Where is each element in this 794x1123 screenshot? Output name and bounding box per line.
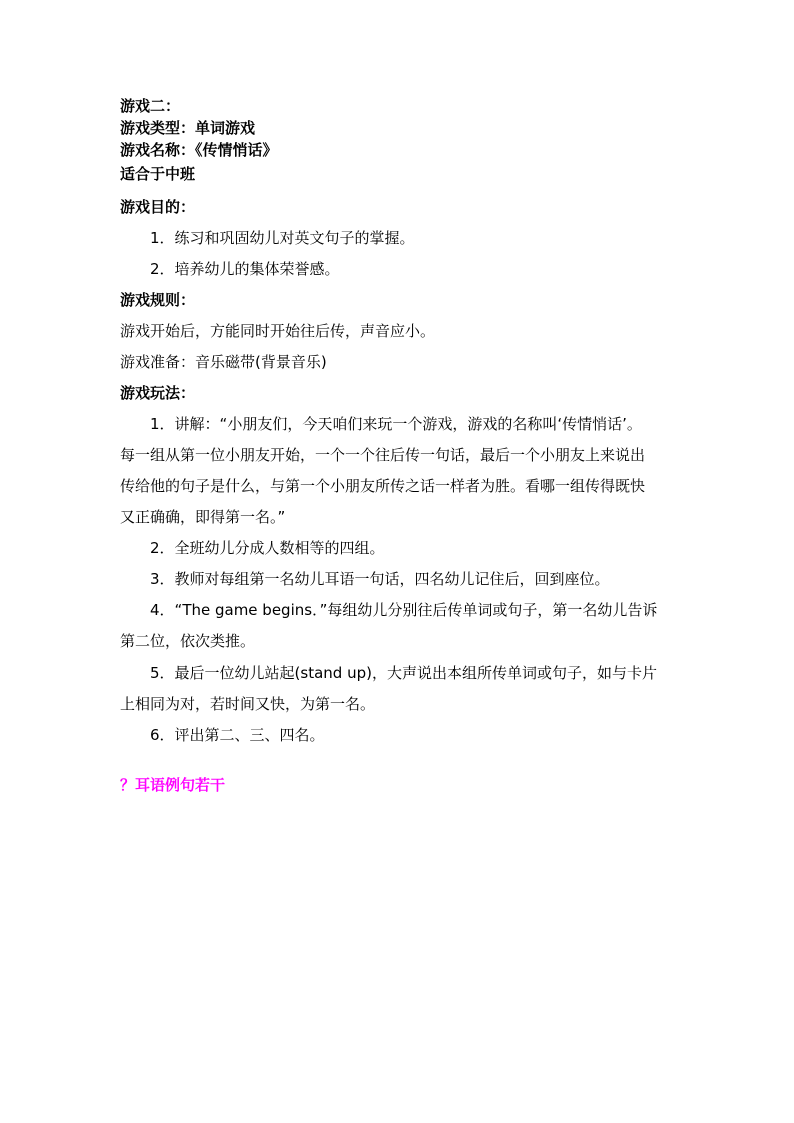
play-item-6: 6．评出第二、三、四名。 [150, 726, 325, 744]
section-rules-heading: 游戏规则： [120, 291, 196, 309]
play-item-5-line-2: 上相同为对，若时间又快，为第一名。 [120, 695, 376, 713]
play-item-5-line-1: 5．最后一位幼儿站起(stand up)，大声说出本组所传单词或句子，如与卡片 [150, 664, 657, 682]
goal-item-1: 1．练习和巩固幼儿对英文句子的掌握。 [150, 229, 415, 247]
example-sentences-heading: ？耳语例句若干 [120, 776, 226, 794]
play-item-4-line-1: 4．“The game begins．”每组幼儿分别往后传单词或句子，第一名幼儿告诉 [150, 601, 658, 619]
rules-text: 游戏开始后，方能同时开始往后传，声音应小。 [120, 322, 436, 340]
preparation-text: 游戏准备：音乐磁带(背景音乐) [120, 353, 327, 371]
game-type: 游戏类型：单词游戏 [120, 119, 256, 137]
play-item-1-line-3: 传给他的句子是什么，与第一个小朋友所传之话一样者为胜。看哪一组传得既快 [120, 477, 646, 495]
play-item-1-line-2: 每一组从第一位小朋友开始，一个一个往后传一句话，最后一个小朋友上来说出 [120, 446, 646, 464]
game-name: 游戏名称：《传情悄话》 [120, 141, 278, 159]
play-item-2: 2．全班幼儿分成人数相等的四组。 [150, 539, 385, 557]
play-item-1-line-4: 又正确确，即得第一名。” [120, 508, 286, 526]
suitable-level: 适合于中班 [120, 165, 196, 183]
section-play-heading: 游戏玩法： [120, 384, 196, 402]
section-goal-heading: 游戏目的： [120, 198, 196, 216]
goal-item-2: 2．培养幼儿的集体荣誉感。 [150, 260, 340, 278]
play-item-3: 3．教师对每组第一名幼儿耳语一句话，四名幼儿记住后，回到座位。 [150, 570, 610, 588]
game-heading: 游戏二： [120, 97, 181, 115]
play-item-1-line-1: 1．讲解：“小朋友们，今天咱们来玩一个游戏，游戏的名称叫‘传情悄话’。 [150, 415, 642, 433]
play-item-4-line-2: 第二位，依次类推。 [120, 632, 256, 650]
